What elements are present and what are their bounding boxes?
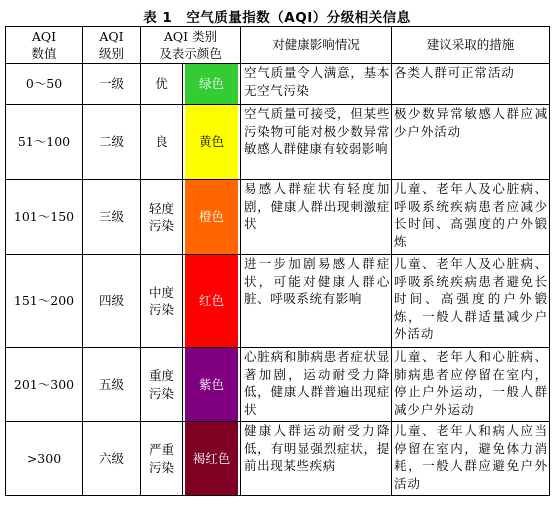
aqi-range-cell: >300 (6, 422, 83, 496)
category-cell (141, 64, 183, 105)
header-advice: 建议采取的措施 (392, 27, 550, 64)
table-row (6, 422, 550, 496)
color-cell (183, 180, 241, 255)
color-swatch (185, 422, 238, 495)
category-cell (141, 255, 183, 348)
table-title: 空气质量指数（AQI）分级相关信息 (186, 10, 411, 26)
table-caption (0, 6, 554, 26)
header-row (6, 27, 550, 64)
advice-cell: 各类人群可正常活动 (392, 64, 550, 105)
category-text: 污染 (148, 459, 174, 475)
category-text: 严重 (148, 442, 174, 457)
health-effect-cell: 健康人群运动耐受力降低，有明显强烈症状，提前出现某些疾病 (241, 422, 392, 496)
color-name: 红色 (199, 293, 225, 309)
aqi-level-cell: 六级 (83, 422, 141, 496)
aqi-table (5, 26, 550, 496)
table-number: 表 1 (143, 10, 173, 26)
category-text: 轻度 (148, 200, 174, 216)
color-cell (183, 422, 241, 496)
aqi-range-cell: 51～100 (6, 105, 83, 180)
category-cell (141, 180, 183, 255)
category-text: 优 (155, 76, 168, 92)
aqi-level-cell: 四级 (83, 255, 141, 348)
health-effect-cell: 进一步加剧易感人群症状，可能对健康人群心脏、呼吸系统有影响 (241, 255, 392, 348)
color-swatch (185, 105, 238, 179)
table-row (6, 180, 550, 255)
advice-cell: 儿童、老年人和病人应当停留在室内，避免体力消耗，一般人群应避免户外活动 (392, 422, 550, 496)
color-swatch (185, 180, 238, 254)
aqi-range-cell: 0～50 (6, 64, 83, 105)
color-swatch (185, 64, 238, 104)
category-cell (141, 348, 183, 422)
health-effect-cell: 心脏病和肺病患者症状显著加剧，运动耐受力降低，健康人群普遍出现症状 (241, 348, 392, 422)
category-text: 重度 (148, 368, 174, 383)
aqi-range-cell: 151～200 (6, 255, 83, 348)
health-effect-cell: 易感人群症状有轻度加剧，健康人群出现刺激症状 (241, 180, 392, 255)
table-row (6, 348, 550, 422)
category-text: 污染 (148, 385, 174, 401)
header-aqi-value-line1: AQI (31, 28, 57, 44)
category-text: 良 (155, 134, 168, 150)
color-cell (183, 64, 241, 105)
color-name: 橙色 (199, 209, 225, 225)
header-aqi-level-line1: AQI (99, 28, 124, 44)
aqi-level-cell: 二级 (83, 105, 141, 180)
health-effect-cell: 空气质量令人满意，基本无空气污染 (241, 64, 392, 105)
category-cell (141, 422, 183, 496)
color-swatch (185, 255, 238, 347)
color-name: 绿色 (199, 76, 225, 92)
color-cell (183, 105, 241, 180)
header-aqi-level (83, 27, 141, 64)
category-text: 中度 (148, 284, 174, 300)
header-aqi-level-line2: 级别 (98, 46, 124, 61)
health-effect-cell: 空气质量可接受，但某些污染物可能对极少数异常敏感人群健康有较弱影响 (241, 105, 392, 180)
header-health-effect: 对健康影响情况 (241, 27, 392, 64)
color-name: 紫色 (199, 376, 225, 392)
aqi-range-cell: 201～300 (6, 348, 83, 422)
category-text: 污染 (148, 218, 174, 233)
table-row (6, 105, 550, 180)
category-text: 污染 (148, 302, 174, 317)
table-row (6, 64, 550, 105)
header-aqi-value-line2: 数值 (31, 46, 57, 61)
advice-cell: 儿童、老年人和心脏病、肺病患者应停留在室内，停止户外运动，一般人群减少户外运动 (392, 348, 550, 422)
category-cell (141, 105, 183, 180)
aqi-level-cell: 三级 (83, 180, 141, 255)
color-name: 褐红色 (192, 450, 231, 466)
color-name: 黄色 (199, 134, 225, 150)
advice-cell: 极少数异常敏感人群应减少户外活动 (392, 105, 550, 180)
color-cell (183, 348, 241, 422)
header-category-line1: AQI 类别 (163, 28, 218, 44)
color-swatch (185, 348, 238, 421)
advice-cell: 儿童、老年人及心脏病、呼吸系统疾病患者避免长时间、高强度的户外锻炼，一般人群适量减少户外活动 (392, 255, 550, 348)
table-row (6, 255, 550, 348)
advice-cell: 儿童、老年人及心脏病、呼吸系统疾病患者应减少长时间、高强度的户外锻炼 (392, 180, 550, 255)
header-aqi-value (6, 27, 83, 64)
header-category-line2: 及表示颜色 (159, 46, 222, 61)
aqi-level-cell: 五级 (83, 348, 141, 422)
color-cell (183, 255, 241, 348)
header-category-color (141, 27, 241, 64)
aqi-level-cell: 一级 (83, 64, 141, 105)
aqi-range-cell: 101～150 (6, 180, 83, 255)
